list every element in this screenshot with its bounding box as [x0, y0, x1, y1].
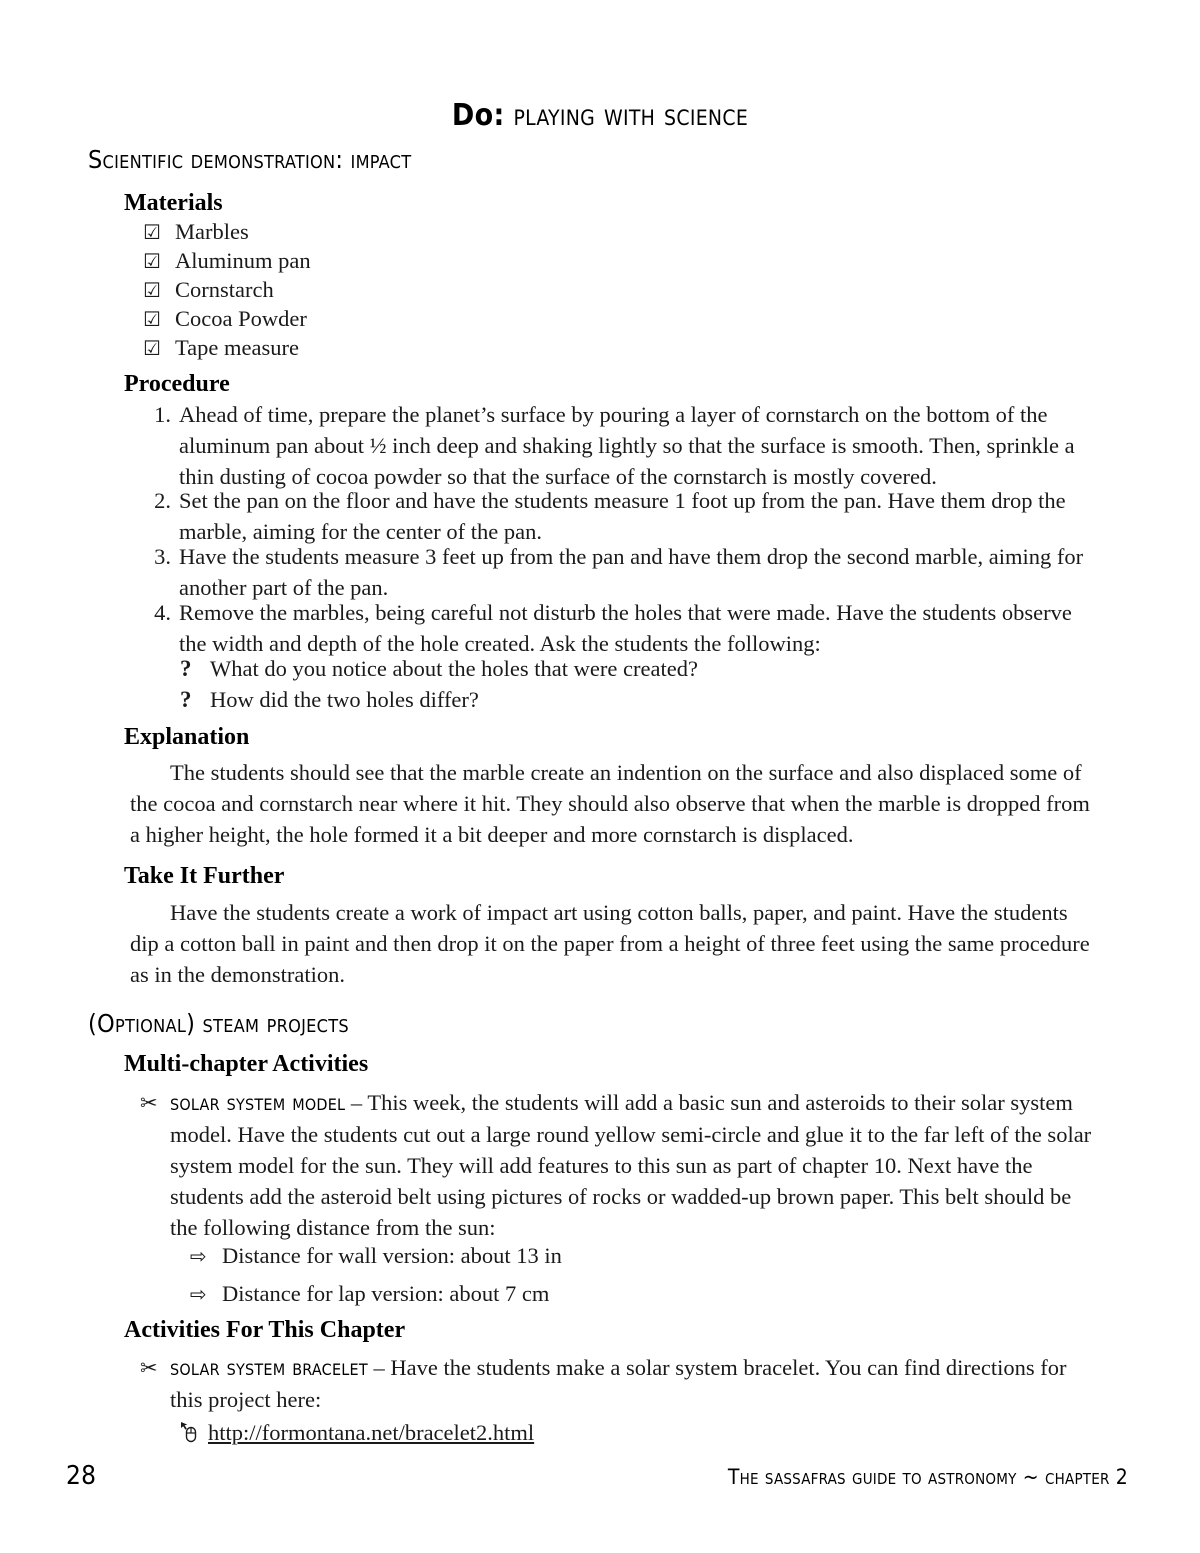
step-number: 4. — [154, 600, 171, 625]
activities-for-this-chapter-heading: Activities For This Chapter — [124, 1317, 406, 1343]
list-item — [143, 246, 311, 276]
project-link-row — [178, 1417, 534, 1451]
page-title-prefix: Do: — [451, 98, 505, 133]
question-item — [180, 653, 698, 684]
checkbox-icon[interactable]: ☑ — [143, 336, 161, 360]
project-item-solar-system-bracelet — [140, 1352, 1095, 1415]
checkbox-icon[interactable]: ☑ — [143, 249, 161, 273]
list-item — [143, 275, 274, 305]
project-item-solar-system-model — [140, 1087, 1095, 1243]
multi-chapter-activities-heading: Multi-chapter Activities — [124, 1051, 369, 1077]
distance-item — [190, 1240, 562, 1272]
project-name: solar system bracelet — [170, 1355, 368, 1381]
question-mark-icon: ? — [180, 687, 192, 712]
material-label: Marbles — [175, 219, 249, 244]
project-body — [170, 1352, 1095, 1415]
section-heading-scientific-demonstration: Scientific demonstration: impact — [88, 145, 412, 174]
arrow-right-icon: ⇨ — [190, 1282, 207, 1306]
explanation-heading: Explanation — [124, 724, 250, 750]
project-text: – This week, the students will add a basic sun and asteroids to their solar system model. Have the students cut out a large round yellow semi-circle and glue it to the far left of the solar system model for the sun. They will add features to this sun as part of chapter 10. Next have the students add the asteroid belt using pictures of rocks or wadded-up brown paper. This belt should be the following distance from the sun: — [170, 1090, 1092, 1240]
list-item — [143, 333, 299, 363]
checkbox-icon[interactable]: ☑ — [143, 220, 161, 244]
step-text: Set the pan on the floor and have the students measure 1 foot up from the pan. Have them drop the marble, aiming for the center of the pan. — [179, 488, 1066, 544]
material-label: Tape measure — [175, 335, 299, 360]
checkbox-icon[interactable]: ☑ — [143, 278, 161, 302]
question-text: How did the two holes differ? — [210, 687, 479, 712]
explanation-text: The students should see that the marble create an indention on the surface and also displaced some of the cocoa and cornstarch near where it hit. They should also observe that when the marble is dropped from a higher height, the hole formed it a bit deeper and more cornstarch is displaced. — [130, 760, 1090, 847]
list-item — [145, 541, 1093, 603]
distance-text: Distance for lap version: about 7 cm — [222, 1281, 550, 1306]
footer-running-title: the sassafras guide to astronomy ~ chapter 2 — [727, 1465, 1128, 1489]
step-number: 2. — [154, 488, 171, 513]
arrow-right-icon: ⇨ — [190, 1244, 207, 1268]
question-text: What do you notice about the holes that were created? — [210, 656, 698, 681]
scissors-icon: ✂ — [140, 1356, 158, 1380]
scissors-icon: ✂ — [140, 1091, 158, 1115]
project-name: solar system model — [170, 1090, 346, 1116]
list-item — [143, 304, 307, 334]
distance-text: Distance for wall version: about 13 in — [222, 1243, 562, 1268]
step-number: 3. — [154, 544, 171, 569]
step-text: Ahead of time, prepare the planet’s surface by pouring a layer of cornstarch on the bottom of the aluminum pan about ½ inch deep and shaking lightly so that the surface is smooth. Then, sprinkle a thin dusting of cocoa powder so that the surface of the cornstarch is mostly covered. — [179, 402, 1075, 489]
question-item — [180, 684, 479, 715]
project-body — [170, 1087, 1095, 1243]
project-text: – Have the students make a solar system bracelet. You can find directions for this project here: — [170, 1355, 1067, 1412]
project-url-link[interactable]: http://formontana.net/bracelet2.html — [208, 1420, 535, 1445]
step-text: Have the students measure 3 feet up from the pan and have them drop the second marble, aiming for another part of the pan. — [179, 544, 1084, 600]
take-it-further-text: Have the students create a work of impact art using cotton balls, paper, and paint. Have the students dip a cotton ball in paint and then drop it on the paper from a height of three feet using the same procedure as in the demonstration. — [130, 900, 1090, 987]
list-item — [145, 399, 1093, 492]
material-label: Cocoa Powder — [175, 306, 307, 331]
material-label: Cornstarch — [175, 277, 274, 302]
footer-page-number: 28 — [66, 1461, 97, 1491]
checkbox-icon[interactable]: ☑ — [143, 307, 161, 331]
computer-mouse-icon — [178, 1419, 208, 1451]
distance-item — [190, 1278, 549, 1310]
list-item — [143, 217, 249, 247]
page-title — [0, 100, 1200, 132]
list-item — [145, 485, 1093, 547]
question-mark-icon: ? — [180, 656, 192, 681]
list-item — [145, 597, 1093, 659]
material-label: Aluminum pan — [175, 248, 311, 273]
take-it-further-heading: Take It Further — [124, 863, 285, 889]
materials-heading: Materials — [124, 190, 223, 216]
step-text: Remove the marbles, being careful not disturb the holes that were made. Have the students observe the width and depth of the hole created. Ask the students the following: — [179, 600, 1072, 656]
step-number: 1. — [154, 402, 171, 427]
section-heading-steam-projects: (Optional) steam projects — [88, 1009, 349, 1038]
page-title-rest: playing with science — [513, 98, 749, 133]
procedure-heading: Procedure — [124, 371, 230, 397]
